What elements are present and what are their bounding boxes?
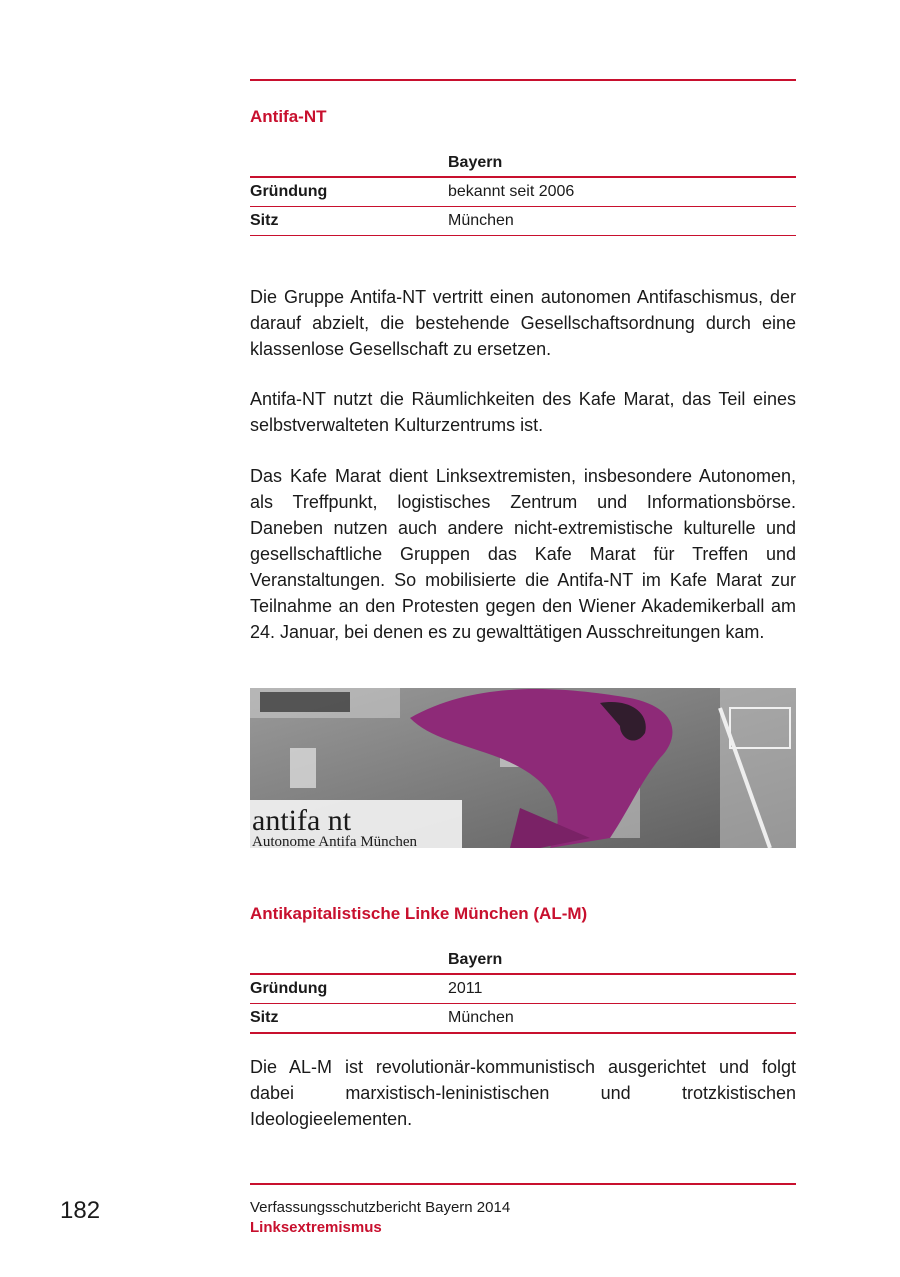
footer-report-title: Verfassungsschutzbericht Bayern 2014 [250, 1199, 511, 1216]
info-table-al-m [250, 947, 796, 1034]
row-value: München [448, 1009, 514, 1026]
row-label: Gründung [250, 183, 328, 200]
logo-subtitle: Autonome Antifa München [252, 834, 417, 848]
section-title-al-m: Antikapitalistische Linke München (AL-M) [250, 904, 588, 923]
table-header-empty [250, 150, 448, 177]
table-header-region: Bayern [448, 154, 503, 171]
row-value: bekannt seit 2006 [448, 183, 575, 200]
table-row [250, 1004, 796, 1034]
top-rule [250, 79, 796, 81]
paragraph: Die Gruppe Antifa-NT vertritt einen autonomen Antifaschismus, der darauf abzielt, die bestehende Gesellschaftsordnung durch eine klassenlose Gesellschaft zu ersetzen. [250, 287, 796, 359]
table-header-region: Bayern [448, 951, 503, 968]
footer-rule [250, 1183, 796, 1185]
row-value: 2011 [448, 980, 483, 997]
row-label: Sitz [250, 1009, 279, 1026]
table-header-row [250, 947, 796, 974]
table-header-row [250, 150, 796, 177]
table-row [250, 974, 796, 1004]
paragraph: Die AL-M ist revolutionär-kommunistisch ausgerichtet und folgt dabei marxistisch-leninistischen und trotzkistischen Ideologieelementen. [250, 1057, 796, 1129]
paragraph: Das Kafe Marat dient Linksextremisten, insbesondere Autonomen, als Treffpunkt, logistisches Zentrum und Informationsbörse. Daneben nutzen auch andere nicht-extremistische kulturelle und gesellschaftliche Gruppen das Kafe Marat für Treffen und Veranstaltungen. So mobilisierte die Antifa-NT im Kafe Marat zur Teilnahme an den Protesten gegen den Wiener Akademikerball am 24. Januar, bei denen es zu gewalttätigen Ausschreitungen kam. [250, 466, 796, 642]
table-row [250, 177, 796, 207]
page-number: 182 [60, 1197, 101, 1224]
row-value: München [448, 212, 514, 229]
table-header-empty [250, 947, 448, 974]
logo-title: antifa nt [252, 804, 352, 837]
row-label: Sitz [250, 212, 279, 229]
paragraph: Antifa-NT nutzt die Räumlichkeiten des Kafe Marat, das Teil eines selbstverwalteten Kulturzentrums ist. [250, 389, 796, 435]
antifa-nt-photo [250, 688, 796, 848]
table-row [250, 207, 796, 236]
row-label: Gründung [250, 980, 328, 997]
section-title-antifa-nt: Antifa-NT [250, 107, 327, 126]
info-table-antifa-nt [250, 150, 796, 236]
photo-illustration [250, 688, 796, 848]
footer-section: Linksextremismus [250, 1219, 382, 1236]
